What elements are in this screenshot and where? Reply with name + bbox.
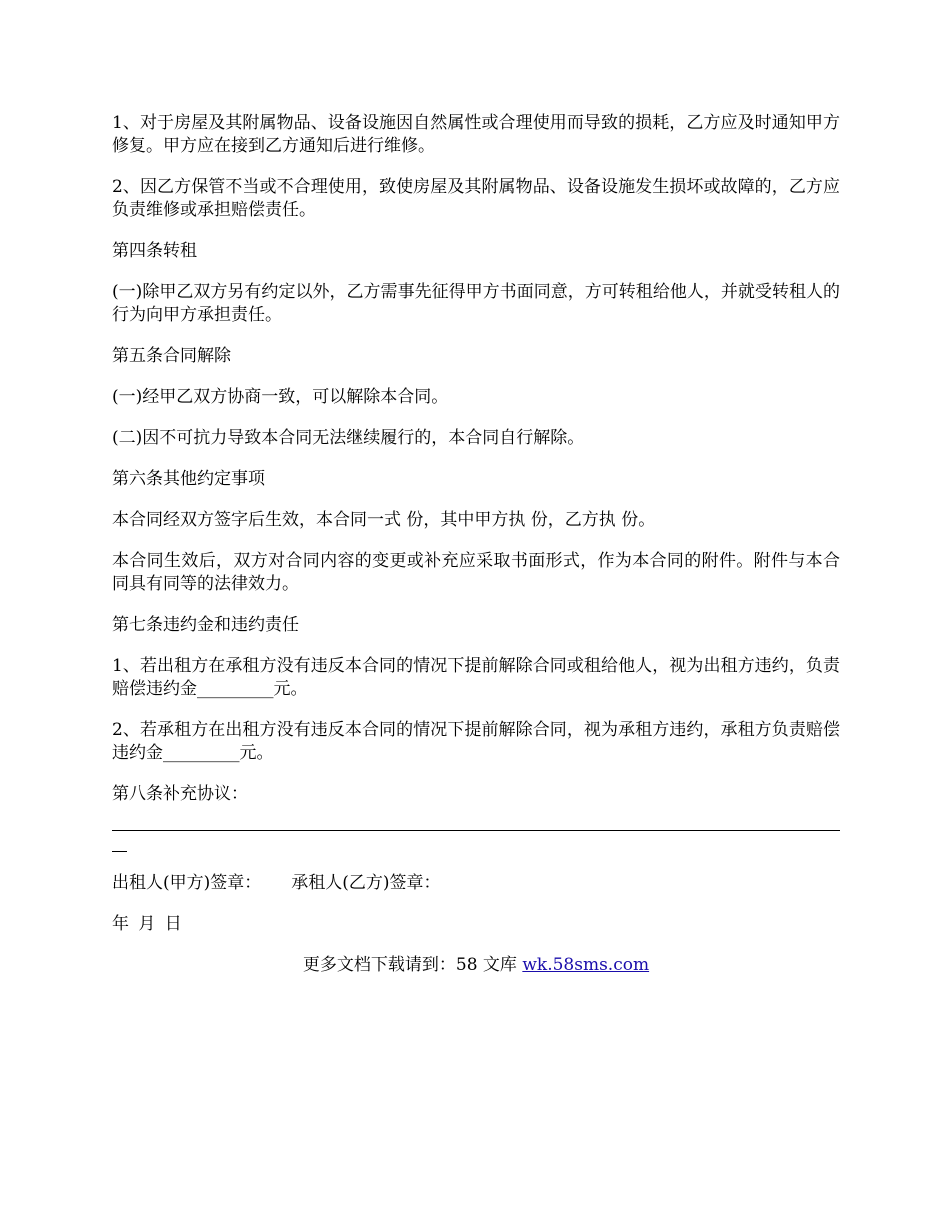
heading-article-4: 第四条转租: [112, 241, 197, 261]
heading-article-5: 第五条合同解除: [112, 346, 231, 366]
clause-3-item-1: 1、对于房屋及其附属物品、设备设施因自然属性或合理使用而导致的损耗，乙方应及时通知甲方修复。甲方应在接到乙方通知后进行维修。: [112, 113, 840, 156]
clause-6-item-1: 本合同经双方签字后生效，本合同一式 份，其中甲方执 份，乙方执 份。: [112, 510, 656, 530]
clause-6-item-2: 本合同生效后，双方对合同内容的变更或补充应采取书面形式，作为本合同的附件。附件与本合同具有同等的法律效力。: [112, 551, 840, 594]
clause-7-item-2: 2、若承租方在出租方没有违反本合同的情况下提前解除合同，视为承租方违约，承租方负责赔偿违约金_________元。: [112, 720, 840, 763]
download-footer: [112, 954, 840, 977]
clause-4-item-1: (一)除甲乙双方另有约定以外，乙方需事先征得甲方书面同意，方可转租给他人，并就受转租人的行为向甲方承担责任。: [112, 282, 840, 325]
heading-article-7: 第七条违约金和违约责任: [112, 615, 299, 635]
clause-3-item-2: 2、因乙方保管不当或不合理使用，致使房屋及其附属物品、设备设施发生损坏或故障的，乙方应负责维修或承担赔偿责任。: [112, 177, 840, 220]
clause-7-item-1: 1、若出租方在承租方没有违反本合同的情况下提前解除合同或租给他人，视为出租方违约，负责赔偿违约金_________元。: [112, 656, 840, 699]
blank-fill-line-tail: [112, 831, 127, 852]
date-line: 年 月 日: [112, 914, 182, 934]
lessee-signature-label: 承租人(乙方)签章：: [291, 873, 441, 893]
lessor-signature-label: 出租人(甲方)签章：: [112, 873, 262, 893]
clause-5-item-2: (二)因不可抗力导致本合同无法继续履行的，本合同自行解除。: [112, 428, 585, 448]
document-page: [112, 112, 840, 977]
signature-row: [112, 872, 840, 895]
blank-fill-line: [112, 816, 840, 831]
heading-article-8: 第八条补充协议：: [112, 784, 248, 804]
footer-link[interactable]: wk.58sms.com: [522, 955, 650, 975]
footer-text: 更多文档下载请到：58 文库: [302, 955, 523, 975]
clause-5-item-1: (一)经甲乙双方协商一致，可以解除本合同。: [112, 387, 449, 407]
heading-article-6: 第六条其他约定事项: [112, 469, 265, 489]
